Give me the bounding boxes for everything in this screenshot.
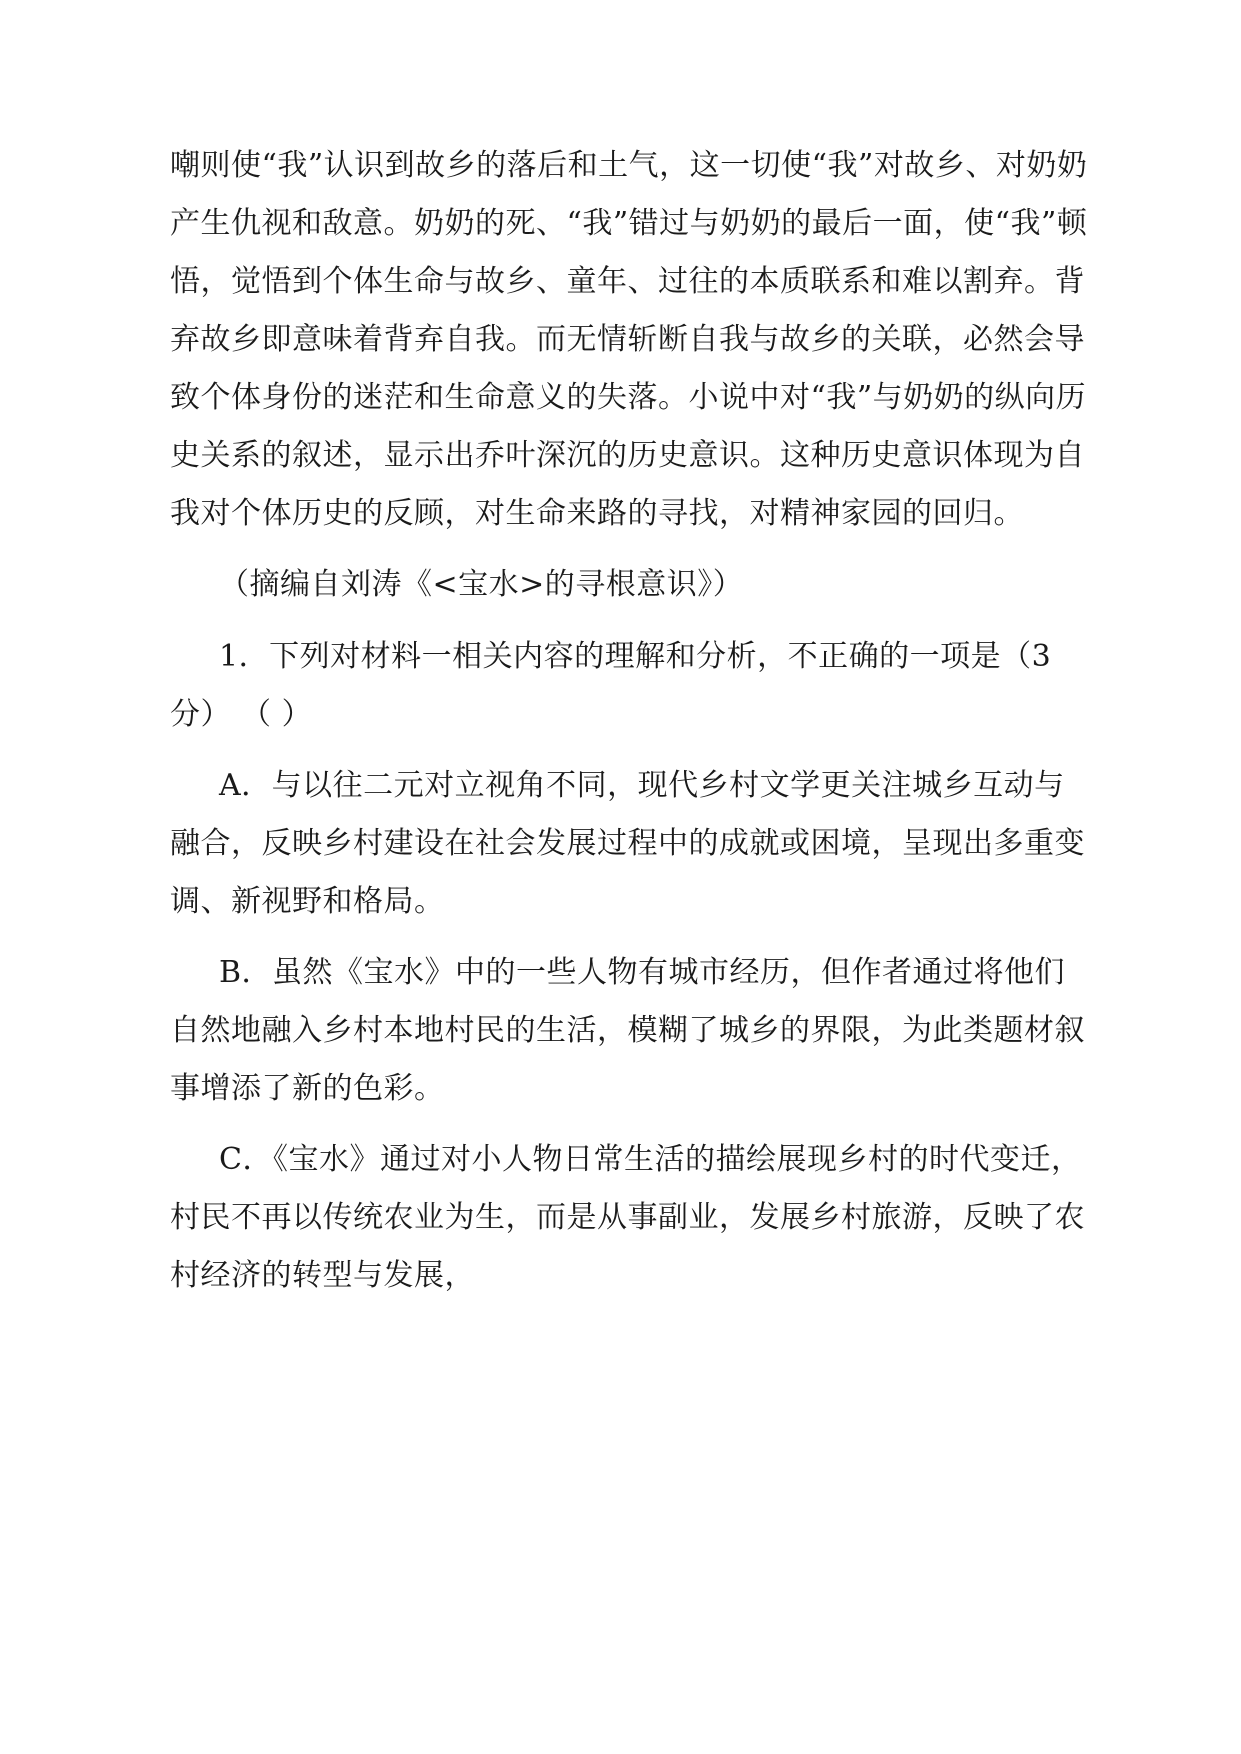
passage-line: 我对个体历史的反顾，对生命来路的寻找，对精神家园的回归。	[170, 496, 1024, 531]
option-c-line: 村民不再以传统农业为生，而是从事副业，发展乡村旅游，反映了农	[170, 1200, 1085, 1235]
source-citation: （摘编自刘涛《<宝水>的寻根意识》）	[219, 567, 744, 602]
passage-line: 弃故乡即意味着背弃自我。而无情斩断自我与故乡的关联，必然会导	[170, 322, 1085, 357]
option-c-line: C．《宝水》通过对小人物日常生活的描绘展现乡村的时代变迁，	[219, 1142, 1082, 1177]
question-line: 分） （ ）	[170, 697, 313, 732]
passage-line: 产生仇视和敌意。奶奶的死、“我”错过与奶奶的最后一面，使“我”顿	[170, 206, 1088, 241]
passage-line: 悟，觉悟到个体生命与故乡、童年、过往的本质联系和难以割弃。背	[170, 264, 1085, 299]
option-a-line: 调、新视野和格局。	[170, 884, 445, 919]
option-b-line: B．虽然《宝水》中的一些人物有城市经历，但作者通过将他们	[219, 955, 1066, 990]
option-b-line: 事增添了新的色彩。	[170, 1071, 445, 1106]
passage-line: 致个体身份的迷茫和生命意义的失落。小说中对“我”与奶奶的纵向历	[170, 380, 1087, 415]
option-a-line: 融合，反映乡村建设在社会发展过程中的成就或困境，呈现出多重变	[170, 826, 1085, 861]
option-c-line: 村经济的转型与发展，	[170, 1258, 475, 1293]
question-line: 1．下列对材料一相关内容的理解和分析，不正确的一项是（3	[219, 639, 1052, 674]
option-b-line: 自然地融入乡村本地村民的生活，模糊了城乡的界限，为此类题材叙	[170, 1013, 1085, 1048]
passage-line: 嘲则使“我”认识到故乡的落后和土气，这一切使“我”对故乡、对奶奶	[170, 148, 1088, 183]
passage-line: 史关系的叙述，显示出乔叶深沉的历史意识。这种历史意识体现为自	[170, 438, 1085, 473]
option-a-line: A．与以往二元对立视角不同，现代乡村文学更关注城乡互动与	[219, 768, 1065, 803]
